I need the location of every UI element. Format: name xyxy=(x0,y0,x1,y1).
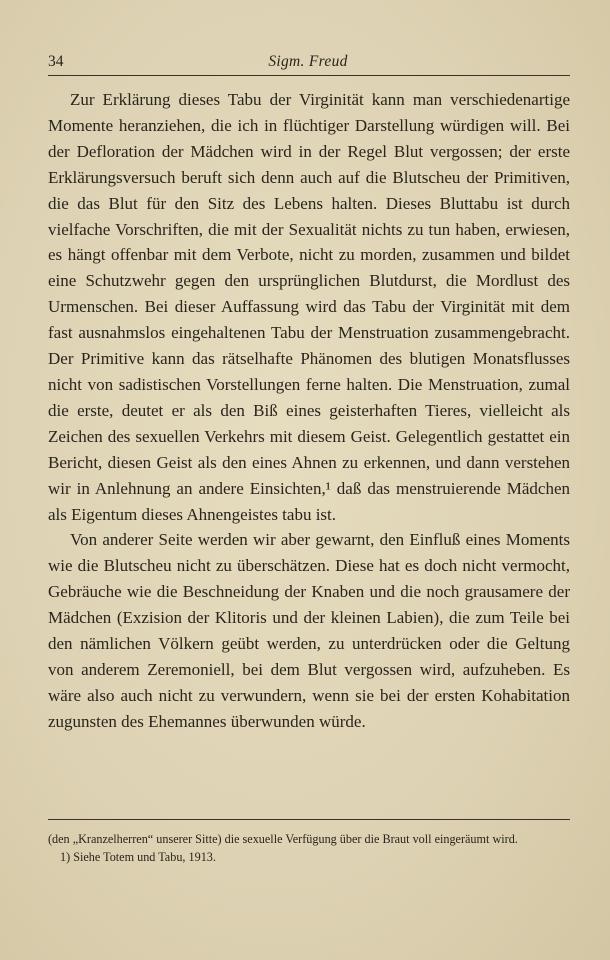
footnote-continuation: (den „Kranzelherren“ unserer Sitte) die sexuelle Verfügung über die Braut voll eingeräumt wird. xyxy=(48,832,518,846)
page-header xyxy=(48,53,568,75)
page-number: 34 xyxy=(48,53,64,70)
footnote-1: 1) Siehe Totem und Tabu, 1913. xyxy=(60,850,216,864)
footnotes xyxy=(48,830,570,866)
main-text xyxy=(48,87,570,735)
running-head: Sigm. Freud xyxy=(268,53,348,70)
paragraph-2: Von anderer Seite werden wir aber gewarnt, den Einfluß eines Moments wie die Blutscheu nicht zu überschätzen. Diese hat es doch nicht vermocht, Gebräuche wie die Beschneidung der Knaben und die noch grausamere der Mädchen (Exzision der Klitoris und der kleinen Labien), die zum Teile bei den nämlichen Völkern geübt werden, zu unterdrücken oder die Geltung von anderem Zeremoniell, bei dem Blut vergossen wird, aufzuheben. Es wäre also auch nicht zu verwundern, wenn sie bei der ersten Kohabitation zugunsten des Ehemannes überwunden würde. xyxy=(48,530,570,731)
paragraph-1: Zur Erklärung dieses Tabu der Virginität kann man verschiedenartige Momente heranziehen, die ich in flüchtiger Darstellung würdigen will. Bei der Defloration der Mädchen wird in der Regel Blut vergossen; der erste Erklärungsversuch beruft sich denn auch auf die Blutscheu der Primitiven, die das Blut für den Sitz des Lebens halten. Dieses Bluttabu ist durch vielfache Vorschriften, die mit der Sexualität nichts zu tun haben, erwiesen, es hängt offenbar mit dem Verbote, nicht zu morden, zusammen und bildet eine Schutzwehr gegen den ursprünglichen Blutdurst, die Mordlust des Urmenschen. Bei dieser Auffassung wird das Tabu der Virginität mit dem fast ausnahmslos eingehaltenen Tabu der Menstruation zusammengebracht. Der Primitive kann das rätselhafte Phänomen des blutigen Monatsflusses nicht von sadistischen Vorstellungen ferne halten. Die Menstruation, zumal die erste, deutet er als den Biß eines geisterhaften Tieres, vielleicht als Zeichen des sexuellen Verkehrs mit diesem Geist. Gelegentlich gestattet ein Bericht, diesen Geist als den eines Ahnen zu erkennen, und dann verstehen wir in Anlehnung an andere Einsichten,¹ daß das menstruierende Mädchen als Eigentum dieses Ahnengeistes tabu ist. xyxy=(48,90,570,524)
header-rule xyxy=(48,75,570,76)
footnote-rule xyxy=(48,819,570,820)
